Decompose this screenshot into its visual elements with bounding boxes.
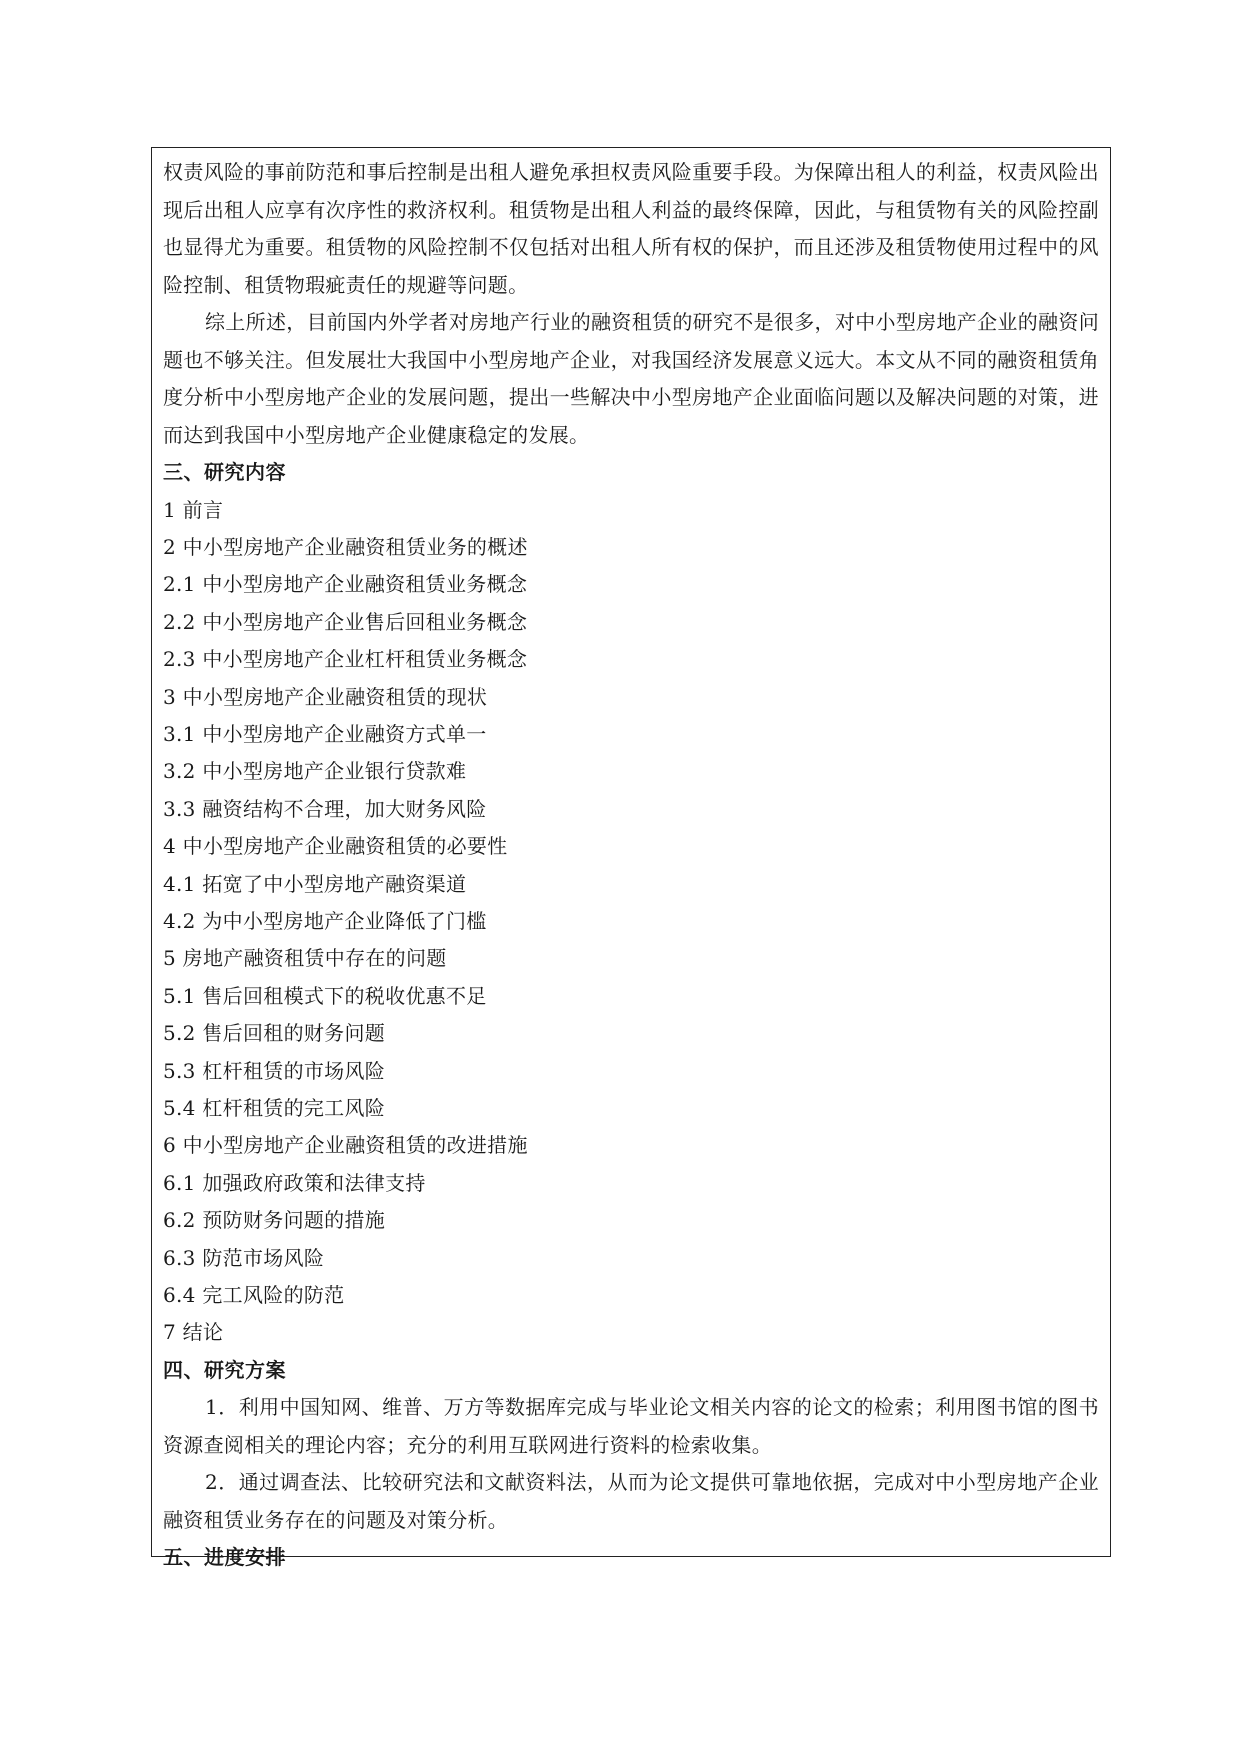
outline-item: 3 中小型房地产企业融资租赁的现状 (163, 684, 488, 709)
outline-item: 6 中小型房地产企业融资租赁的改进措施 (163, 1133, 528, 1158)
body-paragraph: 权责风险的事前防范和事后控制是出租人避免承担权责风险重要手段。为保障出租人的利益，权责风险出现后出租人应享有次序性的救济权利。租赁物是出租人利益的最终保障，因此，与租赁物有关的风险控副也显得尤为重要。租赁物的风险控制不仅包括对出租人所有权的保护，而且还涉及租赁物使用过程中的风险控制、租赁物瑕疵责任的规避等问题。 (163, 160, 1099, 297)
outline-item: 1 前言 (163, 497, 224, 522)
outline-item: 4.1 拓宽了中小型房地产融资渠道 (163, 871, 467, 896)
outline-item: 7 结论 (163, 1320, 224, 1345)
outline-item: 3.3 融资结构不合理，加大财务风险 (163, 796, 487, 821)
outline-item: 4 中小型房地产企业融资租赁的必要性 (163, 834, 508, 859)
document-content (163, 154, 1099, 1577)
document-table-frame (151, 147, 1111, 1570)
outline-item: 6.1 加强政府政策和法律支持 (163, 1170, 426, 1195)
outline-item: 3.2 中小型房地产企业银行贷款难 (163, 759, 467, 784)
section-heading-schedule: 五、进度安排 (163, 1545, 286, 1570)
section-heading-research-content: 三、研究内容 (163, 460, 286, 484)
outline-item: 2.3 中小型房地产企业杠杆租赁业务概念 (163, 647, 528, 672)
outline-item: 5.4 杠杆租赁的完工风险 (163, 1096, 386, 1120)
outline-item: 5.1 售后回租模式下的税收优惠不足 (163, 983, 487, 1008)
summary-paragraph: 综上所述，目前国内外学者对房地产行业的融资租赁的研究不是很多，对中小型房地产企业的融资问题也不够关注。但发展壮大我国中小型房地产企业，对我国经济发展意义远大。本文从不同的融资租赁角度分析中小型房地产企业的发展问题，提出一些解决中小型房地产企业面临问题以及解决问题的对策，进而达到我国中小型房地产企业健康稳定的发展。 (163, 310, 1099, 447)
outline-item: 5.2 售后回租的财务问题 (163, 1021, 386, 1046)
outline-item: 2.1 中小型房地产企业融资租赁业务概念 (163, 572, 528, 597)
section-heading-research-plan: 四、研究方案 (163, 1357, 286, 1382)
plan-paragraph: 2．通过调查法、比较研究法和文献资料法，从而为论文提供可靠地依据，完成对中小型房地产企业融资租赁业务存在的问题及对策分析。 (163, 1470, 1099, 1532)
outline-item: 5.3 杠杆租赁的市场风险 (163, 1058, 386, 1083)
outline-item: 6.4 完工风险的防范 (163, 1283, 345, 1308)
outline-item: 6.2 预防财务问题的措施 (163, 1208, 386, 1233)
outline-item: 5 房地产融资租赁中存在的问题 (163, 946, 447, 971)
outline-item: 6.3 防范市场风险 (163, 1245, 325, 1270)
outline-item: 4.2 为中小型房地产企业降低了门槛 (163, 908, 487, 933)
outline-item: 3.1 中小型房地产企业融资方式单一 (163, 721, 487, 746)
outline-list (163, 492, 1099, 1352)
outline-item: 2 中小型房地产企业融资租赁业务的概述 (163, 534, 528, 559)
outline-item: 2.2 中小型房地产企业售后回租业务概念 (163, 609, 528, 634)
plan-paragraph: 1．利用中国知网、维普、万方等数据库完成与毕业论文相关内容的论文的检索；利用图书馆的图书资源查阅相关的理论内容；充分的利用互联网进行资料的检索收集。 (163, 1395, 1099, 1457)
